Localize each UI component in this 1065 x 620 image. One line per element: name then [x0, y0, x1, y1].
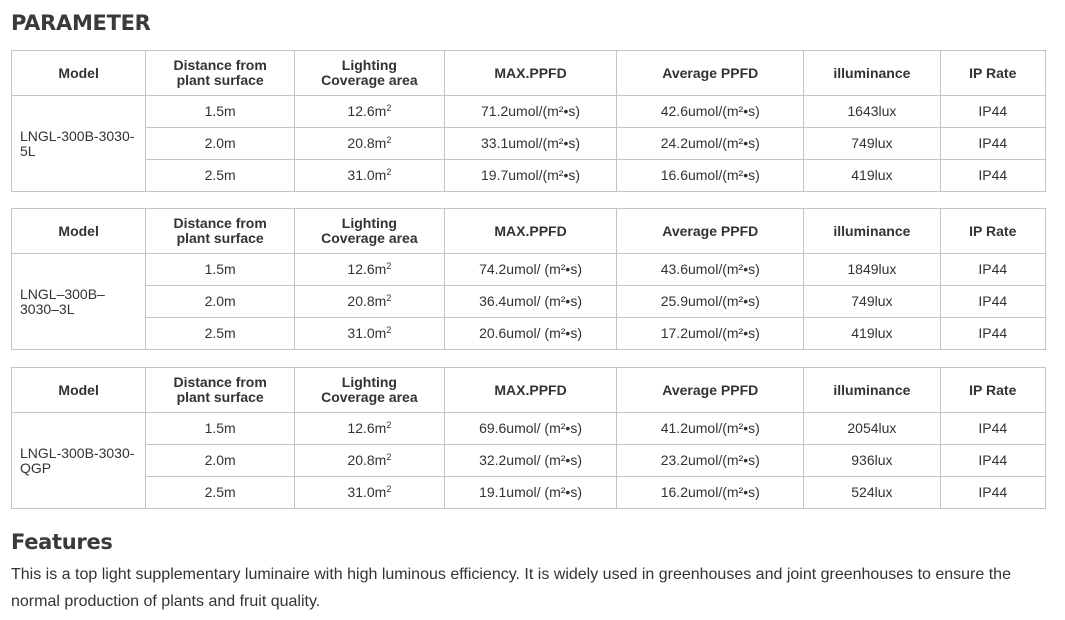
distance-cell: 2.5m — [146, 160, 295, 192]
max-ppfd-cell: 20.6umol/ (m²•s) — [444, 318, 617, 350]
avg-ppfd-cell: 17.2umol/(m²•s) — [617, 318, 804, 350]
header-avg-ppfd: Average PPFD — [617, 51, 804, 96]
distance-cell: 1.5m — [146, 96, 295, 128]
header-row — [12, 209, 1046, 254]
header-illuminance: illuminance — [804, 209, 940, 254]
area-value: 12.6 — [347, 261, 375, 277]
max-ppfd-cell: 33.1umol/(m²•s) — [444, 128, 617, 160]
model-cell: LNGL-300B-3030-QGP — [12, 413, 146, 509]
ip-rate-cell: IP44 — [940, 445, 1045, 477]
header-model: Model — [12, 368, 146, 413]
header-ip-rate: IP Rate — [940, 209, 1045, 254]
area-unit: m — [374, 420, 387, 436]
ip-rate-cell: IP44 — [940, 254, 1045, 286]
distance-cell: 2.0m — [146, 445, 295, 477]
features-title: Features — [11, 530, 113, 554]
area-unit-exponent: 2 — [386, 103, 392, 113]
header-distance-label: Distance from plant surface — [173, 215, 267, 246]
area-value: 12.6 — [347, 103, 375, 119]
max-ppfd-cell: 74.2umol/ (m²•s) — [444, 254, 617, 286]
area-value: 20.8 — [347, 452, 375, 468]
header-illuminance: illuminance — [804, 51, 940, 96]
header-distance — [146, 368, 295, 413]
model-cell: LNGL-300B-3030-5L — [12, 96, 146, 192]
area-cell — [295, 160, 445, 192]
distance-cell: 2.5m — [146, 477, 295, 509]
illuminance-cell: 419lux — [804, 160, 940, 192]
distance-cell: 2.0m — [146, 286, 295, 318]
avg-ppfd-cell: 24.2umol/(m²•s) — [617, 128, 804, 160]
header-coverage-label: Lighting Coverage area — [321, 57, 418, 88]
avg-ppfd-cell: 23.2umol/(m²•s) — [617, 445, 804, 477]
header-coverage-label: Lighting Coverage area — [321, 215, 418, 246]
avg-ppfd-cell: 16.6umol/(m²•s) — [617, 160, 804, 192]
features-text: This is a top light supplementary luminaire with high luminous efficiency. It is widely used in greenhouses and joint greenhouses to ensure the normal production of plants and fruit quality. — [11, 566, 1011, 610]
max-ppfd-cell: 36.4umol/ (m²•s) — [444, 286, 617, 318]
area-value: 20.8 — [347, 293, 375, 309]
header-max-ppfd: MAX.PPFD — [444, 209, 617, 254]
header-distance-label: Distance from plant surface — [173, 374, 267, 405]
area-cell — [295, 477, 445, 509]
header-model: Model — [12, 209, 146, 254]
table-row — [12, 160, 1046, 192]
avg-ppfd-cell: 25.9umol/(m²•s) — [617, 286, 804, 318]
ip-rate-cell: IP44 — [940, 128, 1045, 160]
illuminance-cell: 936lux — [804, 445, 940, 477]
area-unit-exponent: 2 — [386, 420, 392, 430]
table-row — [12, 413, 1046, 445]
header-coverage — [295, 209, 445, 254]
header-avg-ppfd: Average PPFD — [617, 368, 804, 413]
distance-cell: 2.0m — [146, 128, 295, 160]
parameter-table — [11, 50, 1046, 192]
illuminance-cell: 2054lux — [804, 413, 940, 445]
illuminance-cell: 419lux — [804, 318, 940, 350]
illuminance-cell: 1643lux — [804, 96, 940, 128]
area-cell — [295, 96, 445, 128]
area-unit-exponent: 2 — [386, 293, 392, 303]
area-unit: m — [374, 135, 387, 151]
illuminance-cell: 1849lux — [804, 254, 940, 286]
illuminance-cell: 524lux — [804, 477, 940, 509]
header-model: Model — [12, 51, 146, 96]
ip-rate-cell: IP44 — [940, 413, 1045, 445]
table-row — [12, 254, 1046, 286]
header-coverage-label: Lighting Coverage area — [321, 374, 418, 405]
area-unit: m — [374, 325, 387, 341]
area-unit: m — [374, 103, 387, 119]
max-ppfd-cell: 71.2umol/(m²•s) — [444, 96, 617, 128]
ip-rate-cell: IP44 — [940, 477, 1045, 509]
header-max-ppfd: MAX.PPFD — [444, 368, 617, 413]
header-avg-ppfd: Average PPFD — [617, 209, 804, 254]
parameter-table — [11, 208, 1046, 350]
area-cell — [295, 254, 445, 286]
header-distance — [146, 51, 295, 96]
header-row — [12, 368, 1046, 413]
area-value: 31.0 — [347, 484, 375, 500]
table-row — [12, 477, 1046, 509]
area-unit: m — [374, 484, 387, 500]
ip-rate-cell: IP44 — [940, 286, 1045, 318]
header-max-ppfd: MAX.PPFD — [444, 51, 617, 96]
table-row — [12, 286, 1046, 318]
area-unit: m — [374, 261, 387, 277]
max-ppfd-cell: 69.6umol/ (m²•s) — [444, 413, 617, 445]
avg-ppfd-cell: 42.6umol/(m²•s) — [617, 96, 804, 128]
header-ip-rate: IP Rate — [940, 51, 1045, 96]
illuminance-cell: 749lux — [804, 286, 940, 318]
header-distance-label: Distance from plant surface — [173, 57, 267, 88]
header-ip-rate: IP Rate — [940, 368, 1045, 413]
parameter-title: PARAMETER — [11, 11, 151, 35]
table-row — [12, 445, 1046, 477]
area-value: 20.8 — [347, 135, 375, 151]
header-row — [12, 51, 1046, 96]
avg-ppfd-cell: 16.2umol/(m²•s) — [617, 477, 804, 509]
header-illuminance: illuminance — [804, 368, 940, 413]
area-value: 12.6 — [347, 420, 375, 436]
ip-rate-cell: IP44 — [940, 96, 1045, 128]
table-row — [12, 128, 1046, 160]
avg-ppfd-cell: 41.2umol/(m²•s) — [617, 413, 804, 445]
area-unit-exponent: 2 — [386, 261, 392, 271]
area-cell — [295, 318, 445, 350]
parameter-table — [11, 367, 1046, 509]
table-row — [12, 96, 1046, 128]
area-cell — [295, 413, 445, 445]
area-cell — [295, 445, 445, 477]
ip-rate-cell: IP44 — [940, 160, 1045, 192]
area-unit-exponent: 2 — [386, 325, 392, 335]
avg-ppfd-cell: 43.6umol/(m²•s) — [617, 254, 804, 286]
area-unit: m — [374, 167, 387, 183]
header-distance — [146, 209, 295, 254]
distance-cell: 1.5m — [146, 413, 295, 445]
area-unit-exponent: 2 — [386, 135, 392, 145]
max-ppfd-cell: 19.1umol/ (m²•s) — [444, 477, 617, 509]
area-unit-exponent: 2 — [386, 452, 392, 462]
model-cell: LNGL–300B–3030–3L — [12, 254, 146, 350]
area-cell — [295, 286, 445, 318]
area-unit: m — [374, 293, 387, 309]
area-unit-exponent: 2 — [386, 167, 392, 177]
area-unit-exponent: 2 — [386, 484, 392, 494]
distance-cell: 1.5m — [146, 254, 295, 286]
area-cell — [295, 128, 445, 160]
table-row — [12, 318, 1046, 350]
area-unit: m — [374, 452, 387, 468]
area-value: 31.0 — [347, 167, 375, 183]
header-coverage — [295, 368, 445, 413]
distance-cell: 2.5m — [146, 318, 295, 350]
max-ppfd-cell: 32.2umol/ (m²•s) — [444, 445, 617, 477]
max-ppfd-cell: 19.7umol/(m²•s) — [444, 160, 617, 192]
ip-rate-cell: IP44 — [940, 318, 1045, 350]
illuminance-cell: 749lux — [804, 128, 940, 160]
area-value: 31.0 — [347, 325, 375, 341]
header-coverage — [295, 51, 445, 96]
